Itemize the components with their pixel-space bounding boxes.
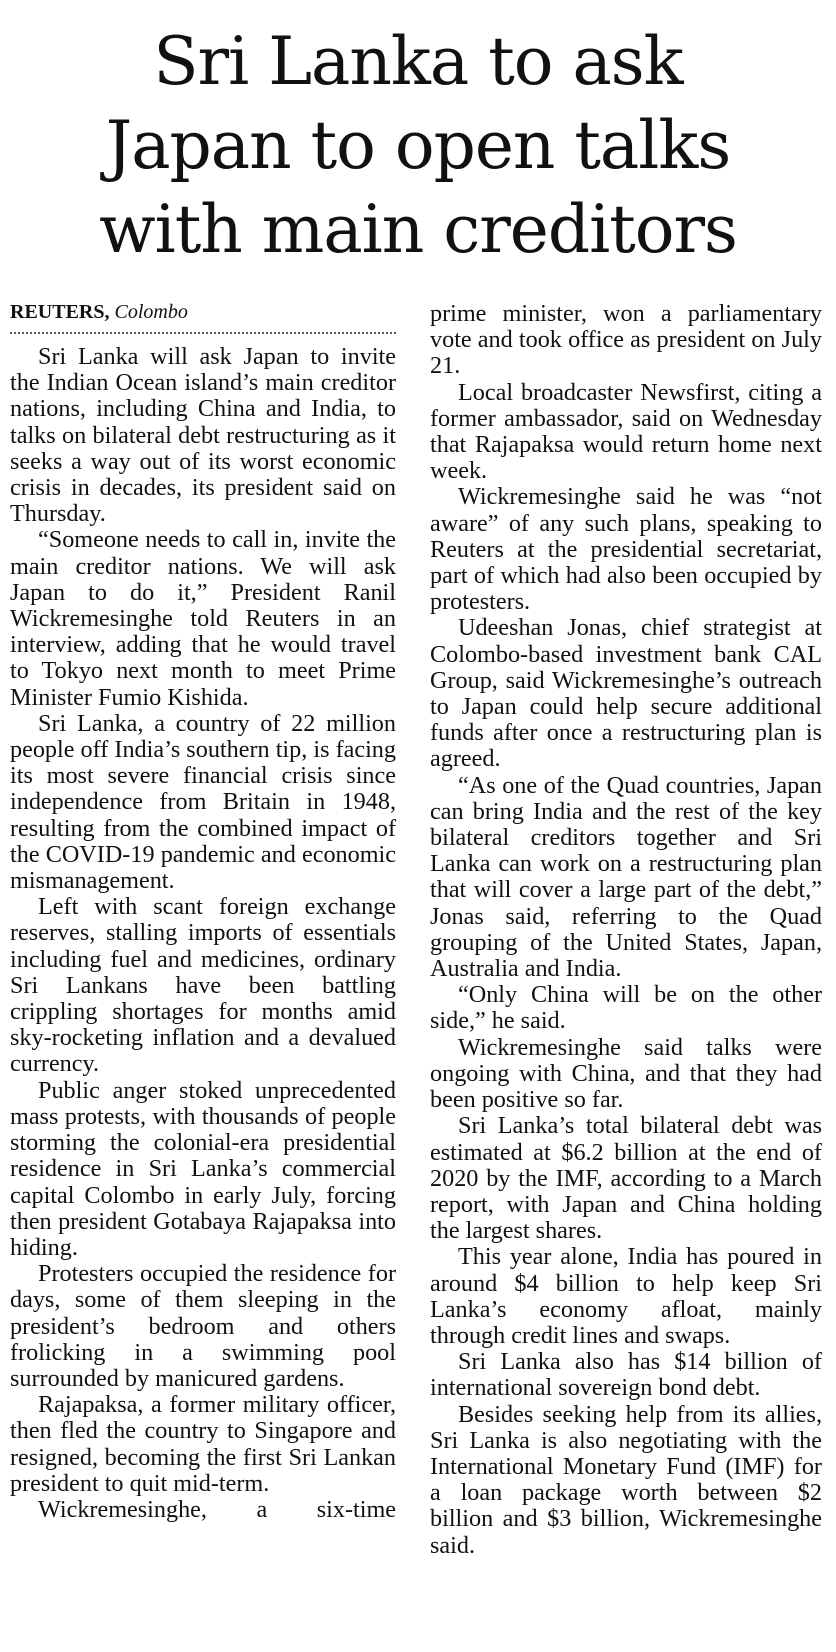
paragraph: “Someone needs to call in, invite the main creditor nations. We will ask Japan to do it,” President Ranil Wickremesinghe told Reuters in an interview, adding that he would travel to Tokyo next month to meet Prime Minister Fumio Kishida. <box>10 526 396 711</box>
byline-place: Colombo <box>114 301 188 323</box>
article-column-right <box>430 301 822 1559</box>
headline <box>0 20 836 272</box>
article-column-left <box>10 300 396 1523</box>
byline <box>10 300 396 334</box>
paragraph: Sri Lanka will ask Japan to invite the Indian Ocean island’s main creditor nations, including China and India, to talks on bilateral debt restructuring as it seeks a way out of its worst economic crisis in decades, its president said on Thursday. <box>10 343 396 528</box>
paragraph: Local broadcaster Newsfirst, citing a former ambassador, said on Wednesday that Rajapaksa would return home next week. <box>430 378 822 485</box>
paragraph: Sri Lanka also has $14 billion of international sovereign bond debt. <box>430 1348 822 1402</box>
paragraph: This year alone, India has poured in around $4 billion to help keep Sri Lanka’s economy afloat, mainly through credit lines and swaps. <box>430 1243 822 1349</box>
paragraph: Udeeshan Jonas, chief strategist at Colombo-based investment bank CAL Group, said Wickremesinghe’s outreach to Japan could help secure additional funds after once a restructuring plan is agreed. <box>430 614 822 773</box>
paragraph: Besides seeking help from its allies, Sri Lanka is also negotiating with the International Monetary Fund (IMF) for a loan package worth between $2 billion and $3 billion, Wickremesinghe said. <box>430 1400 822 1559</box>
paragraph: Sri Lanka’s total bilateral debt was estimated at $6.2 billion at the end of 2020 by the IMF, according to a March report, with Japan and China holding the largest shares. <box>430 1112 822 1245</box>
paragraph: Sri Lanka, a country of 22 million people off India’s southern tip, is facing its most severe financial crisis since independence from Britain in 1948, resulting from the combined impact of the COVID-19 pandemic and economic mismanagement. <box>10 709 396 895</box>
paragraph: Protesters occupied the residence for days, some of them sleeping in the president’s bedroom and others frolicking in a swimming pool surrounded by manicured gardens. <box>10 1260 396 1392</box>
headline-line-3: with main creditors <box>99 191 737 268</box>
paragraph-continuation: prime minister, won a parliamentary vote and took office as president on July 21. <box>430 300 822 380</box>
paragraph: Wickremesinghe, a six-time <box>38 1495 396 1523</box>
paragraph: Wickremesinghe said he was “not aware” of any such plans, speaking to Reuters at the presidential secretariat, part of which had also been occupied by protesters. <box>430 483 822 616</box>
headline-line-2: Japan to open talks <box>105 107 731 184</box>
headline-line-1: Sri Lanka to ask <box>153 23 683 100</box>
byline-agency: REUTERS, <box>10 301 110 323</box>
paragraph: “As one of the Quad countries, Japan can bring India and the rest of the key bilateral creditors together and Sri Lanka can work on a restructuring plan that will cover a large part of the debt,” Jonas said, referring to the Quad grouping of the United States, Japan, Australia and India. <box>430 771 822 983</box>
paragraph: Wickremesinghe said talks were ongoing with China, and that they had been positive so far. <box>430 1033 822 1114</box>
paragraph: Left with scant foreign exchange reserves, stalling imports of essentials including fuel and medicines, ordinary Sri Lankans have been battling crippling shortages for months amid sky-rocketing inflation and a devalued currency. <box>10 893 396 1078</box>
paragraph: Rajapaksa, a former military officer, then fled the country to Singapore and resigned, becoming the first Sri Lankan president to quit mid-term. <box>10 1391 396 1497</box>
paragraph: “Only China will be on the other side,” he said. <box>430 981 822 1035</box>
paragraph: Public anger stoked unprecedented mass protests, with thousands of people storming the colonial-era presidential residence in Sri Lanka’s commercial capital Colombo in early July, forcing then president Gotabaya Rajapaksa into hiding. <box>10 1076 396 1261</box>
